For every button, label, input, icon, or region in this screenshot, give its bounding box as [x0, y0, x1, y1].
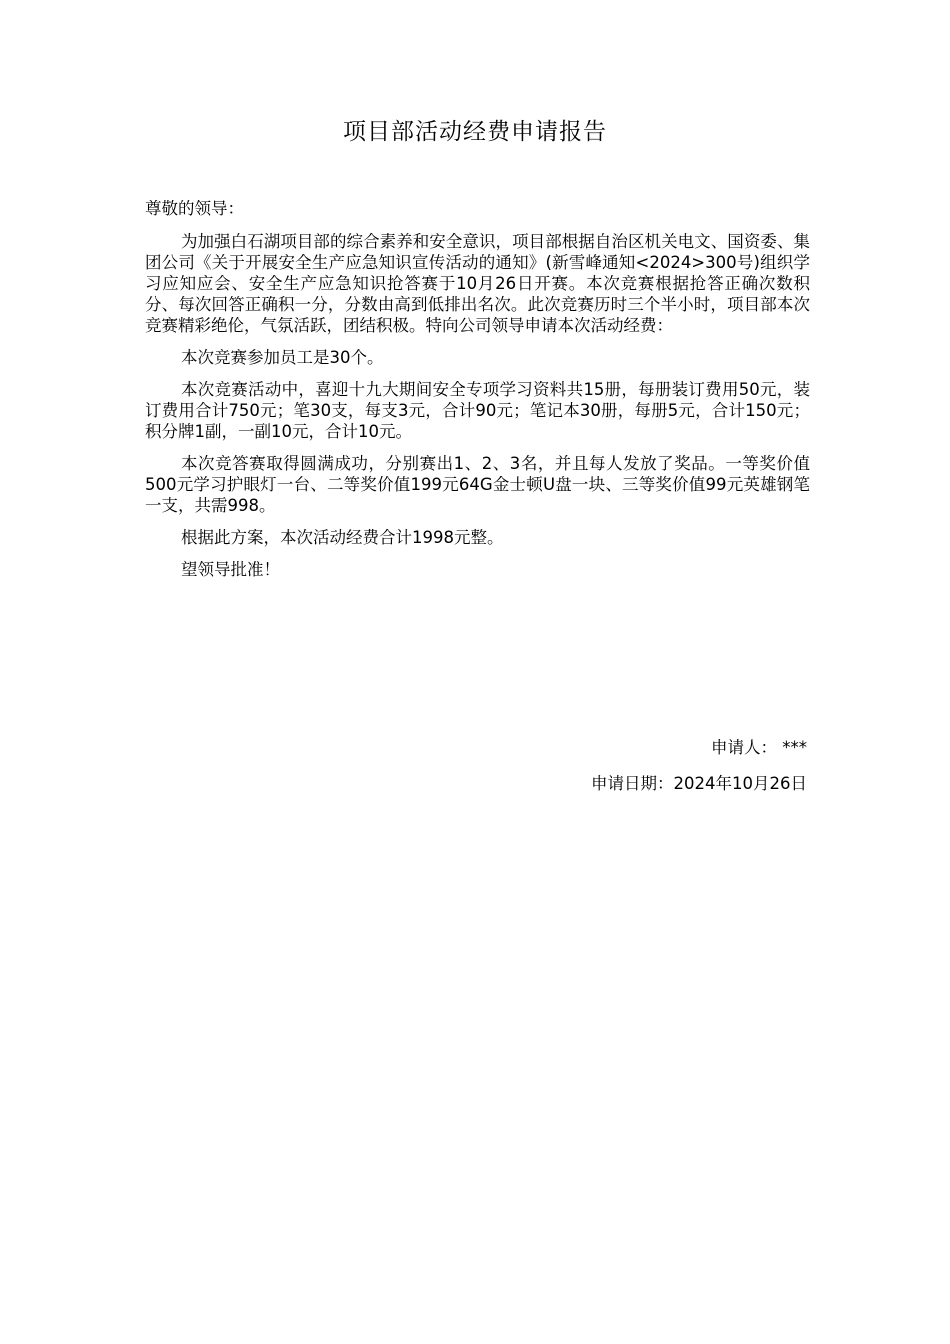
document-body: [145, 198, 810, 591]
paragraph-total: 根据此方案，本次活动经费合计1998元整。: [181, 528, 504, 547]
paragraph-prizes: 本次竞答赛取得圆满成功，分别赛出1、2、3名，并且每人发放了奖品。一等奖价值500元学习护眼灯一台、二等奖价值199元64G金士顿U盘一块、三等奖价值99元英雄钢笔一支，共需998。: [145, 454, 810, 515]
paragraph-intro: 为加强白石湖项目部的综合素养和安全意识，项目部根据自治区机关电文、国资委、集团公司《关于开展安全生产应急知识宣传活动的通知》(新雪峰通知<2024>300号)组织学习应知应会、安全生产应急知识抢答赛于10月26日开赛。本次竞赛根据抢答正确次数积分、每次回答正确积一分，分数由高到低排出名次。此次竞赛历时三个半小时，项目部本次竞赛精彩绝伦，气氛活跃，团结积极。特向公司领导申请本次活动经费：: [145, 232, 810, 335]
paragraph-participants: 本次竞赛参加员工是30个。: [181, 348, 384, 367]
paragraph-materials: 本次竞赛活动中，喜迎十九大期间安全专项学习资料共15册，每册装订费用50元，装订费用合计750元；笔30支，每支3元，合计90元；笔记本30册，每册5元，合计150元；积分牌1副，一副10元，合计10元。: [145, 380, 810, 441]
paragraph-request: 望领导批准！: [181, 560, 280, 579]
document-title: 项目部活动经费申请报告: [343, 119, 607, 145]
salutation: 尊敬的领导：: [145, 199, 244, 218]
applicant-signature: 申请人： ***: [711, 738, 807, 757]
application-date: 申请日期：2024年10月26日: [591, 774, 807, 793]
